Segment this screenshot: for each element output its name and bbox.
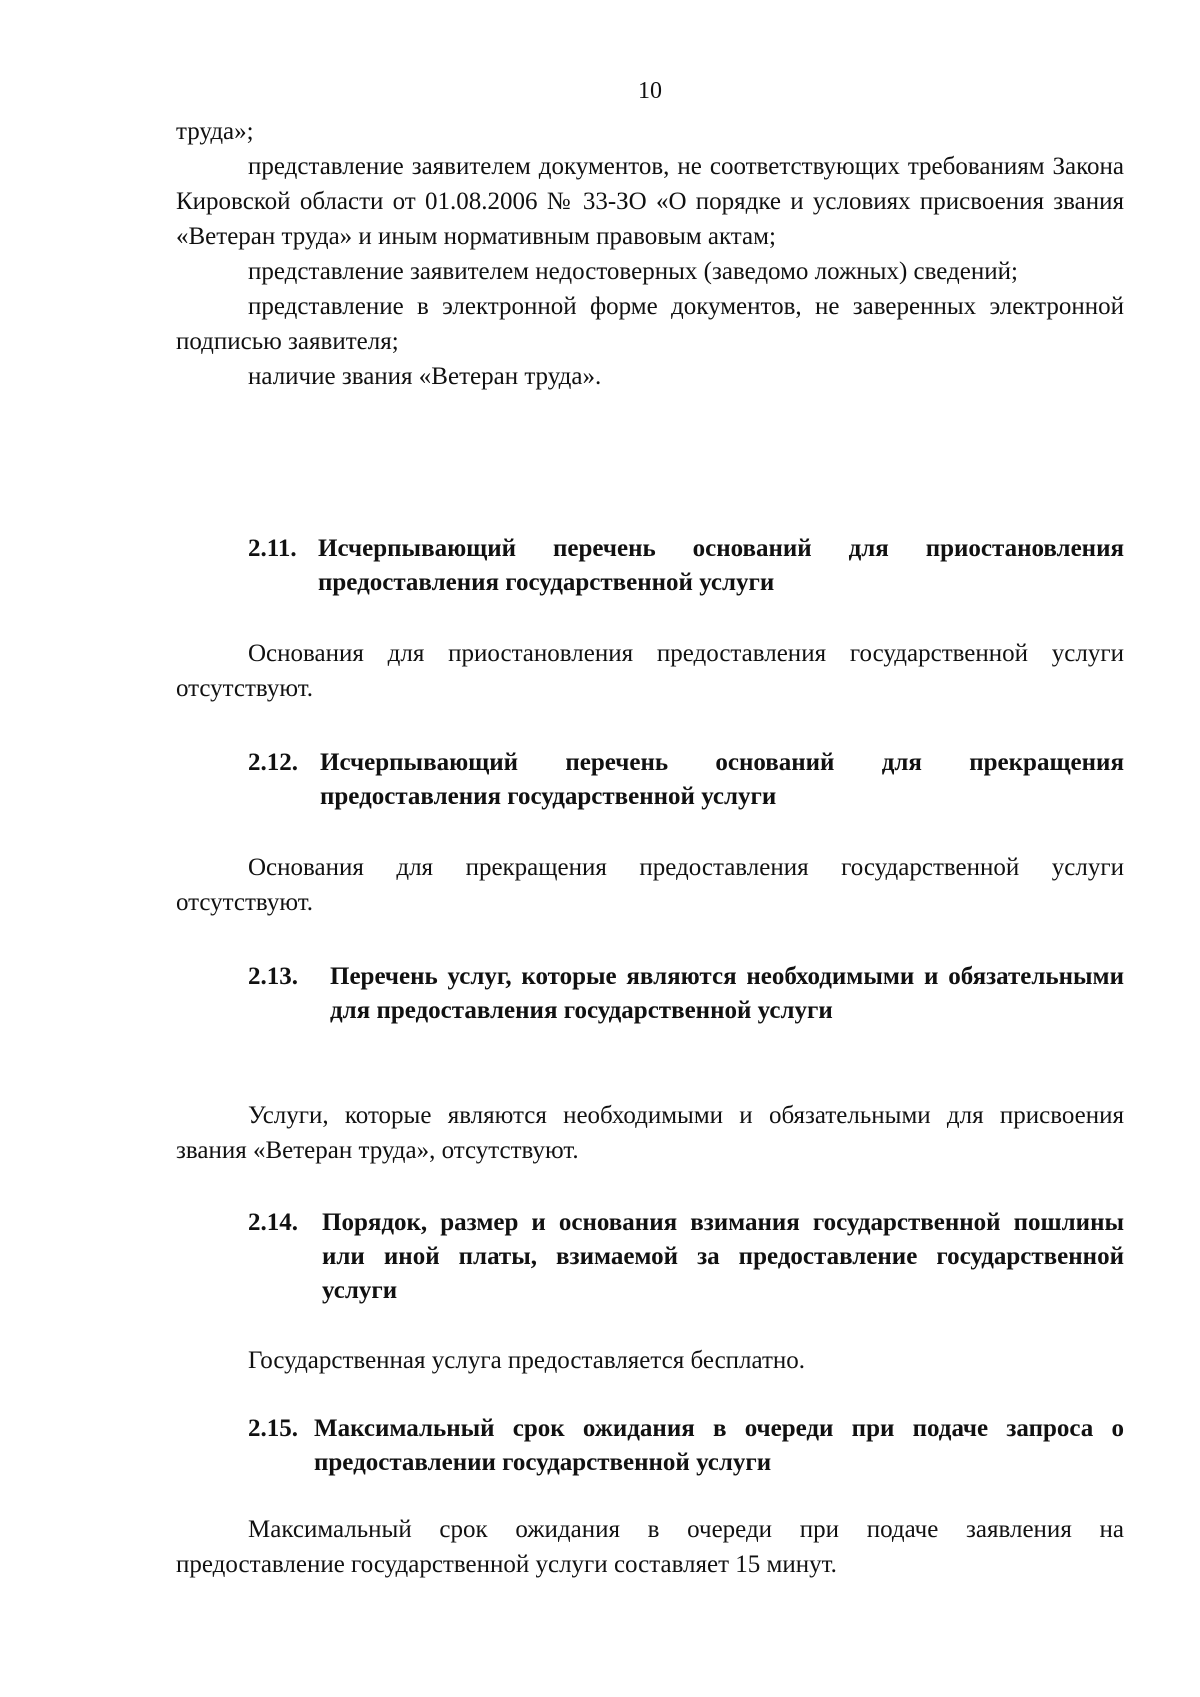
section-title: Максимальный срок ожидания в очереди при подаче запроса о предоставлении государственной услуги xyxy=(314,1415,1124,1476)
section-heading-2-14 xyxy=(248,1206,1124,1308)
section-title: Перечень услуг, которые являются необходимыми и обязательными для предоставления государственной услуги xyxy=(330,963,1124,1024)
section-number: 2.15. xyxy=(248,1415,298,1442)
section-title: Порядок, размер и основания взимания государственной пошлины или иной платы, взимаемой за предоставление государственной услуги xyxy=(322,1209,1124,1304)
section-body-text: Основания для приостановления предоставления государственной услуги отсутствуют. xyxy=(176,640,1124,702)
section-number: 2.12. xyxy=(248,749,298,776)
section-body-text: Услуги, которые являются необходимыми и обязательными для присвоения звания «Ветеран труда», отсутствуют. xyxy=(176,1102,1124,1164)
section-number: 2.11. xyxy=(248,535,297,562)
section-title: Исчерпывающий перечень оснований для приостановления предоставления государственной услуги xyxy=(318,535,1124,596)
intro-item: представление заявителем документов, не соответствующих требованиям Закона Кировской области от 01.08.2006 № 33-ЗО «О порядке и условиях присвоения звания «Ветеран труда» и иным нормативным правовым актам; xyxy=(176,153,1124,250)
section-body-2-12 xyxy=(176,850,1124,920)
section-body-2-15 xyxy=(176,1512,1124,1582)
section-title: Исчерпывающий перечень оснований для прекращения предоставления государственной услуги xyxy=(320,749,1124,810)
page-number: 10 xyxy=(638,78,662,104)
section-heading-2-13 xyxy=(248,960,1124,1028)
intro-item: наличие звания «Ветеран труда». xyxy=(248,363,602,390)
section-body-text: Максимальный срок ожидания в очереди при подаче заявления на предоставление государственной услуги составляет 15 минут. xyxy=(176,1516,1124,1578)
section-heading-2-15 xyxy=(248,1412,1124,1480)
section-body-2-13 xyxy=(176,1098,1124,1168)
intro-continuation-line: труда»; xyxy=(176,118,254,145)
section-body-text: Государственная услуга предоставляется бесплатно. xyxy=(248,1347,806,1374)
section-body-text: Основания для прекращения предоставления государственной услуги отсутствуют. xyxy=(176,854,1124,916)
intro-item: представление в электронной форме документов, не заверенных электронной подписью заявителя; xyxy=(176,293,1124,355)
section-heading-2-11 xyxy=(248,532,1124,600)
section-body-2-11 xyxy=(176,636,1124,706)
section-heading-2-12 xyxy=(248,746,1124,814)
section-body-2-14 xyxy=(176,1343,1124,1378)
intro-block xyxy=(176,114,1124,394)
section-number: 2.14. xyxy=(248,1209,298,1236)
section-number: 2.13. xyxy=(248,963,298,990)
intro-item: представление заявителем недостоверных (заведомо ложных) сведений; xyxy=(248,258,1018,285)
